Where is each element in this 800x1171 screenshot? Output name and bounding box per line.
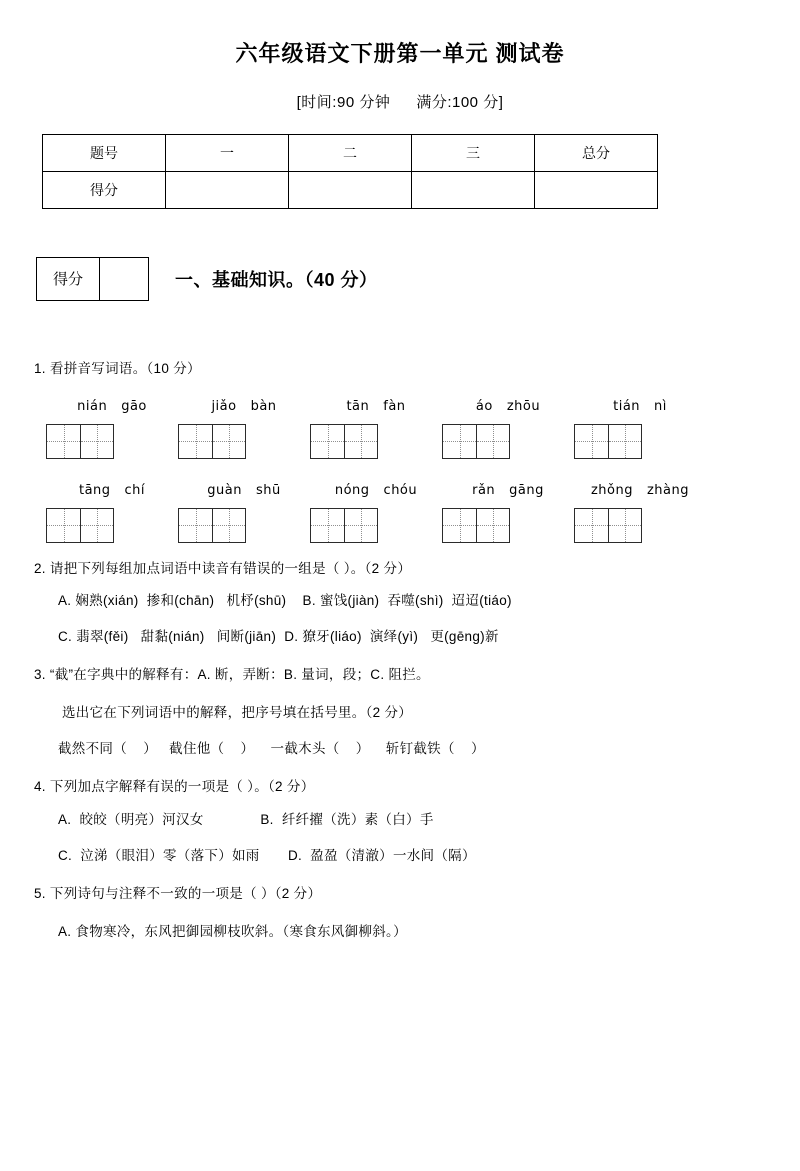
tianzige-box[interactable] [178,508,246,543]
pinyin-syllable: chí [124,482,146,498]
pinyin-syllable: nián [77,398,108,414]
pinyin-syllable: jiǎo [211,398,237,414]
pinyin-syllable: nì [654,398,667,414]
tianzige-square[interactable] [608,425,641,458]
pinyin-syllable: tāng [78,482,111,498]
writing-grid-cell[interactable] [178,508,310,543]
tianzige-square[interactable] [575,425,608,458]
cell-section-2: 二 [289,134,412,171]
tianzige-square[interactable] [344,425,377,458]
question-3-stem: 3. “截”在字典中的解释有：A. 断，弄断：B. 量词，段；C. 阻拦。 [34,667,430,683]
question-2-stem: 2. 请把下列每组加点词语中读音有错误的一组是（ ）。（2 分） [34,560,412,576]
question-4-options-line-2[interactable]: C. 泣涕（眼泪）零（落下）如雨 D. 盈盈（清澈）一水间（隔） [58,847,476,863]
score-cell-total[interactable] [535,171,658,208]
pinyin-word [46,483,178,498]
page-title: 六年级语文下册第一单元 测试卷 [235,41,565,66]
writing-grid-cell[interactable] [442,424,574,459]
tianzige-square[interactable] [608,509,641,542]
tianzige-square[interactable] [443,509,476,542]
pinyin-word [178,399,310,414]
score-cell-3[interactable] [412,171,535,208]
tianzige-box[interactable] [46,508,114,543]
exam-time: [时间:90 分钟 [296,93,391,111]
pinyin-syllable: zhōu [506,398,541,414]
writing-grid-cell[interactable] [178,424,310,459]
cell-section-total: 总分 [535,134,658,171]
tianzige-square[interactable] [80,509,113,542]
writing-grid-cell[interactable] [574,424,706,459]
pinyin-syllable: shū [255,482,281,498]
tianzige-square[interactable] [212,509,245,542]
pinyin-syllable: gāo [121,398,147,414]
pinyin-syllable: tān [346,398,370,414]
question-4-stem: 4. 下列加点字解释有误的一项是（ ）。（2 分） [34,779,315,795]
question-3-instruction: 选出它在下列词语中的解释，把序号填在括号里。（2 分） [62,705,413,721]
pinyin-word [310,399,442,414]
cell-section-1: 一 [166,134,289,171]
tianzige-square[interactable] [80,425,113,458]
pinyin-syllable: zhàng [646,482,690,498]
question-2-options-line-2[interactable]: C. 翡翠(fěi) 甜黏(nián) 间断(jiān) D. 獠牙(liáo) 演绎(yì) 更(gēng)新 [58,629,499,645]
question-1-stem: 1. 看拼音写词语。（10 分） [34,360,201,376]
question-5-options-line-1[interactable]: A. 食物寒冷，东风把御园柳枝吹斜。（寒食东风御柳斜。） [58,923,407,939]
pinyin-syllable: nóng [334,482,370,498]
exam-total-score: 满分:100 分] [416,93,504,111]
section-score-value[interactable] [100,258,148,300]
pinyin-syllable: fàn [383,398,406,414]
section-score-box [36,257,149,301]
tianzige-square[interactable] [47,509,80,542]
writing-grid-cell[interactable] [574,508,706,543]
pinyin-word [442,483,574,498]
tianzige-box[interactable] [442,424,510,459]
tianzige-square[interactable] [212,425,245,458]
exam-page [0,40,800,1171]
pinyin-syllable: chóu [383,482,418,498]
pinyin-syllable: tián [613,398,641,414]
writing-grid-row-1 [46,424,706,459]
pinyin-word [442,399,574,414]
tianzige-box[interactable] [574,508,642,543]
table-row [43,134,658,171]
tianzige-box[interactable] [574,424,642,459]
pinyin-syllable: rǎn [472,482,496,498]
writing-grid-row-2 [46,508,706,543]
section-title: 一、基础知识。（40 分） [175,269,378,290]
tianzige-box[interactable] [442,508,510,543]
score-cell-2[interactable] [289,171,412,208]
section-header [36,257,800,301]
tianzige-square[interactable] [311,509,344,542]
question-2-options-line-1[interactable]: A. 娴熟(xián) 掺和(chān) 机杼(shū) B. 蜜饯(jiàn) 吞噬(shì) 迢迢(tiáo) [58,593,512,609]
pinyin-syllable: áo [475,398,493,414]
writing-grid-cell[interactable] [442,508,574,543]
exam-meta [0,91,800,112]
pinyin-syllable: zhǒng [590,482,633,498]
writing-grid-cell[interactable] [310,508,442,543]
writing-grid-cell[interactable] [46,508,178,543]
table-row [43,171,658,208]
section-score-label: 得分 [37,258,100,300]
pinyin-syllable: guàn [207,482,242,498]
tianzige-box[interactable] [46,424,114,459]
tianzige-square[interactable] [476,425,509,458]
row-label-question-number: 题号 [43,134,166,171]
question-5-stem: 5. 下列诗句与注释不一致的一项是（ ）（2 分） [34,885,322,901]
pinyin-word [178,483,310,498]
pinyin-word [574,483,706,498]
row-label-score: 得分 [43,171,166,208]
tianzige-square[interactable] [311,425,344,458]
score-table [42,134,658,209]
tianzige-square[interactable] [443,425,476,458]
pinyin-row-1 [46,399,706,414]
tianzige-box[interactable] [310,424,378,459]
pinyin-syllable: gāng [509,482,544,498]
writing-grid-cell[interactable] [46,424,178,459]
pinyin-word [574,399,706,414]
tianzige-square[interactable] [344,509,377,542]
score-table-wrapper [42,134,800,209]
cell-section-3: 三 [412,134,535,171]
tianzige-square[interactable] [179,509,212,542]
tianzige-square[interactable] [47,425,80,458]
tianzige-square[interactable] [575,509,608,542]
pinyin-row-2 [46,483,706,498]
pinyin-word [46,399,178,414]
score-cell-1[interactable] [166,171,289,208]
pinyin-syllable: bàn [250,398,277,414]
tianzige-square[interactable] [476,509,509,542]
tianzige-square[interactable] [179,425,212,458]
tianzige-box[interactable] [178,424,246,459]
tianzige-box[interactable] [310,508,378,543]
question-3-answer-blanks[interactable]: 截然不同（ ） 截住他（ ） 一截木头（ ） 斩钉截铁（ ） [58,741,485,757]
pinyin-word [310,483,442,498]
question-4-options-line-1[interactable]: A. 皎皎（明亮）河汉女 B. 纤纤擢（洗）素（白）手 [58,811,434,827]
writing-grid-cell[interactable] [310,424,442,459]
